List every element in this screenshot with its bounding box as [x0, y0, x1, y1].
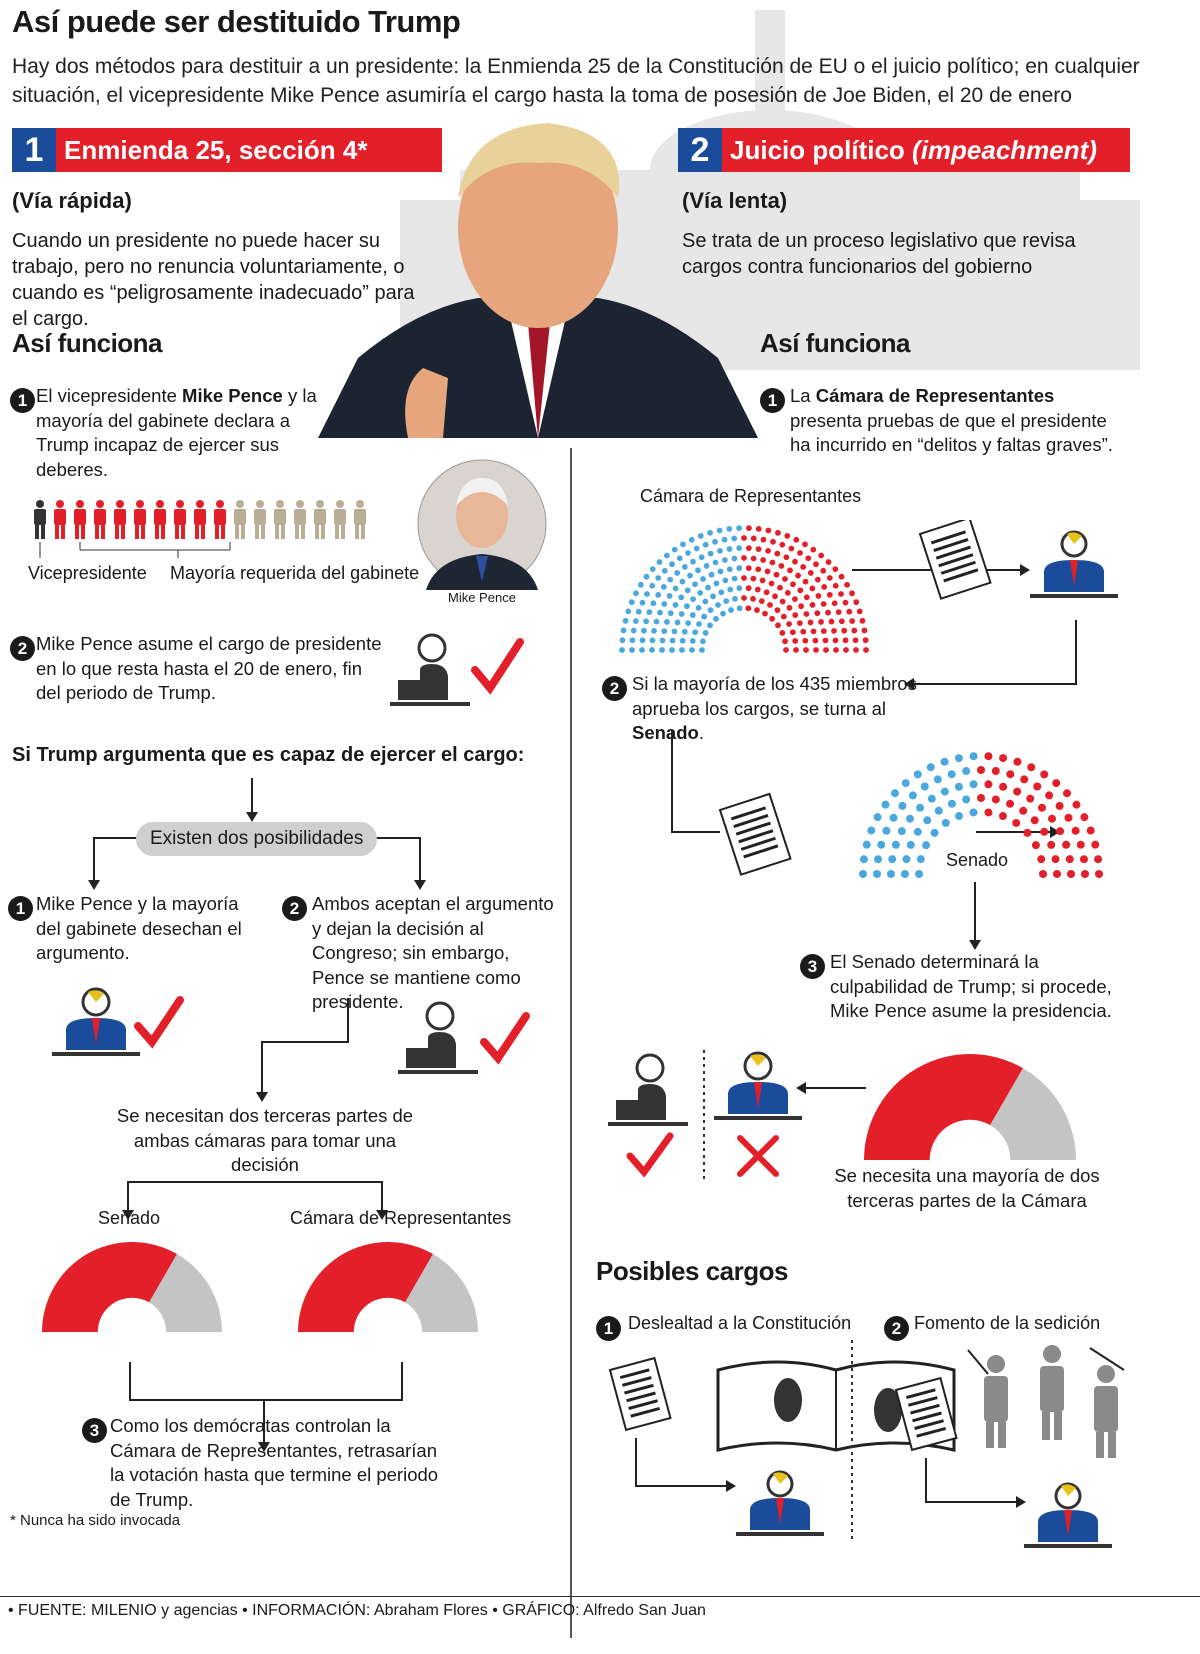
- label-camara-right: Cámara de Representantes: [640, 486, 862, 506]
- seat-dot: [1019, 807, 1027, 815]
- option-badge-1: 1: [8, 896, 33, 921]
- gauge-two-thirds-segment: [42, 1242, 177, 1332]
- right-two-thirds-note: Se necesita una mayoría de dos terceras partes de la Cámara: [834, 1165, 1100, 1211]
- seat-dot: [1020, 775, 1028, 783]
- right-step-2: Si la mayoría de los 435 miembros aprueba los cargos, se turna al Senado.: [632, 673, 917, 743]
- cabinet-figure: [194, 500, 206, 539]
- seat-dot: [984, 752, 992, 760]
- seat-dot: [1038, 804, 1046, 812]
- charge-badge-1: 1: [596, 1316, 621, 1341]
- two-thirds-note: Se necesitan dos terceras partes de ambas cámaras para tomar una decisión: [116, 1105, 414, 1175]
- seat-dot: [970, 808, 978, 816]
- right-subtitle: (Vía lenta): [682, 188, 788, 213]
- seat-dot: [1012, 819, 1020, 827]
- if-trump-heading: Si Trump argumenta que es capaz de ejercer el cargo:: [12, 744, 525, 766]
- seat-dot: [970, 752, 978, 760]
- seat-dot: [1013, 788, 1021, 796]
- seat-dot: [1072, 801, 1080, 809]
- cabinet-figure: [34, 500, 46, 539]
- option-2-text: Ambos aceptan el argumento y dejan la decisión al Congreso; sin embargo, Pence se mantiene como presidente.: [312, 893, 554, 1012]
- seat-dot: [984, 808, 992, 816]
- seat-dot: [962, 795, 970, 803]
- seat-dot: [1037, 855, 1045, 863]
- seat-dot: [914, 828, 922, 836]
- seat-dot: [1062, 841, 1070, 849]
- seat-dot: [1039, 870, 1047, 878]
- left-step-2: Mike Pence asume el cargo de presidente en lo que resta hasta el 20 de enero, fin del periodo de Trump.: [36, 633, 382, 703]
- seat-dot: [955, 783, 963, 791]
- seat-dot: [977, 794, 985, 802]
- seat-dot: [999, 812, 1007, 820]
- seat-dot: [890, 814, 898, 822]
- column-divider: [570, 448, 572, 1638]
- seat-dot: [1091, 841, 1099, 849]
- left-step-3: Como los demócratas controlan la Cámara de Representantes, retrasarían la votación hasta que termine el periodo de Trump.: [110, 1415, 439, 1510]
- seat-dot: [1053, 870, 1061, 878]
- right-description: Se trata de un proceso legislativo que revisa cargos contra funcionarios del gobierno: [682, 230, 1076, 278]
- seat-dot: [977, 766, 985, 774]
- seat-dot: [934, 775, 942, 783]
- seat-dot: [970, 780, 978, 788]
- intro-text: Hay dos métodos para destituir a un presidente: la Enmienda 25 de la Constitución de EU o el juicio político; en cualquier situación, el vicepresidente Mike Pence asumiría el cargo hasta la toma de posesión de Joe Biden, el 20 de enero: [12, 55, 1140, 107]
- seat-dot: [1067, 870, 1075, 878]
- seat-dot: [892, 841, 900, 849]
- seat-dot: [955, 812, 963, 820]
- right-step-badge-3: 3: [800, 954, 825, 979]
- charges-heading: Posibles cargos: [596, 1256, 788, 1286]
- seat-dot: [941, 758, 949, 766]
- seat-dot: [860, 855, 868, 863]
- seat-dot: [916, 804, 924, 812]
- label-senado-left: Senado: [98, 1208, 161, 1228]
- option-badge-2: 2: [282, 896, 307, 921]
- seat-dot: [891, 789, 899, 797]
- seat-dot: [873, 870, 881, 878]
- president-icon-right: [1030, 530, 1120, 610]
- section-2-number: 2: [678, 128, 722, 172]
- seat-dot: [1026, 795, 1034, 803]
- seat-dot: [1052, 779, 1060, 787]
- step-badge-1: 1: [10, 388, 35, 413]
- seat-dot: [1087, 827, 1095, 835]
- right-step-badge-1: 1: [760, 388, 785, 413]
- seat-dot: [1056, 802, 1064, 810]
- seat-dot: [914, 770, 922, 778]
- gauge-two-thirds-segment: [864, 1054, 1023, 1160]
- seat-dot: [948, 800, 956, 808]
- seat-dot: [906, 815, 914, 823]
- seat-dot: [859, 870, 867, 878]
- seat-dot: [898, 827, 906, 835]
- left-description: Cuando un presidente no puede hacer su trabajo, pero no renuncia voluntariamente, o cuando es “peligrosamente inadecuado” para el cargo.: [12, 230, 415, 330]
- section-1-number: 1: [12, 128, 56, 172]
- possibilities-pill: Existen dos posibilidades: [136, 822, 377, 856]
- seat-dot: [935, 807, 943, 815]
- charges-illustration: [596, 1340, 1136, 1550]
- seat-dot: [1045, 791, 1053, 799]
- seat-dot: [1072, 827, 1080, 835]
- step-badge-3: 3: [82, 1418, 107, 1443]
- seat-dot: [1052, 855, 1060, 863]
- section-1-title: Enmienda 25, sección 4*: [64, 134, 368, 165]
- seat-dot: [888, 855, 896, 863]
- cabinet-figure: [214, 500, 226, 539]
- right-two-thirds-gauge: [862, 1052, 1078, 1160]
- seat-dot: [902, 779, 910, 787]
- cabinet-figure: [94, 500, 106, 539]
- seated-official-check-icon: [390, 630, 530, 710]
- cabinet-figure: [54, 500, 66, 539]
- seat-dot: [1032, 841, 1040, 849]
- seat-dot: [962, 767, 970, 775]
- seat-dot: [942, 819, 950, 827]
- seat-dot: [882, 801, 890, 809]
- seat-dot: [1013, 758, 1021, 766]
- cabinet-figure: [174, 500, 186, 539]
- right-step-badge-2: 2: [602, 676, 627, 701]
- cabinet-figure: [334, 500, 346, 539]
- seat-dot: [909, 791, 917, 799]
- seat-dot: [907, 841, 915, 849]
- senate-down-arrow: [960, 882, 990, 952]
- seat-dot: [948, 770, 956, 778]
- seat-dot: [1040, 770, 1048, 778]
- seat-dot: [1047, 841, 1055, 849]
- cabinet-figure: [354, 500, 366, 539]
- cabinet-figure: [154, 500, 166, 539]
- cabinet-figure: [134, 500, 146, 539]
- seat-dot: [992, 767, 1000, 775]
- seat-dot: [915, 870, 923, 878]
- label-mayoria: Mayoría requerida del gabinete: [170, 563, 420, 583]
- cabinet-figure: [74, 500, 86, 539]
- option-1-text: Mike Pence y la mayoría del gabinete desechan el argumento.: [36, 893, 242, 963]
- left-how-heading: Así funciona: [12, 328, 163, 358]
- section-2-title-italic: (impeachment): [912, 134, 1097, 165]
- cabinet-figure: [294, 500, 306, 539]
- seat-dot: [999, 783, 1007, 791]
- seat-dot: [999, 754, 1007, 762]
- cabinet-figure: [234, 500, 246, 539]
- seat-dot: [941, 788, 949, 796]
- seat-dot: [1077, 841, 1085, 849]
- seat-dot: [874, 855, 882, 863]
- seat-dot: [923, 816, 931, 824]
- footer-rule: [0, 1596, 1200, 1597]
- senado-two-thirds-gauge: [40, 1236, 224, 1332]
- seat-dot: [992, 795, 1000, 803]
- seat-dot: [1033, 783, 1041, 791]
- seat-dot: [1040, 828, 1048, 836]
- left-step-1: El vicepresidente Mike Pence y la mayoría del gabinete declara a Trump incapaz de ejercer sus deberes.: [36, 385, 317, 480]
- seat-dot: [1056, 827, 1064, 835]
- seat-dot: [1064, 814, 1072, 822]
- seat-dot: [901, 870, 909, 878]
- charge-badge-2: 2: [884, 1316, 909, 1341]
- seated-official-check-icon-2: [398, 998, 538, 1078]
- seat-dot: [1027, 763, 1035, 771]
- right-how-heading: Así funciona: [760, 328, 911, 358]
- seat-dot: [1095, 870, 1103, 878]
- seat-dot: [927, 763, 935, 771]
- seat-dot: [1063, 789, 1071, 797]
- seat-dot: [882, 827, 890, 835]
- seat-dot: [1066, 855, 1074, 863]
- charge-2-text: Fomento de la sedición: [914, 1313, 1101, 1333]
- seat-dot: [922, 841, 930, 849]
- seat-dot: [928, 795, 936, 803]
- seat-dot: [1006, 770, 1014, 778]
- seat-dot: [863, 841, 871, 849]
- seat-dot: [898, 802, 906, 810]
- president-check-icon: [52, 986, 192, 1066]
- gauge-two-thirds-segment: [298, 1242, 433, 1332]
- seat-dot: [984, 780, 992, 788]
- step-badge-2: 2: [10, 636, 35, 661]
- seat-dot: [1023, 829, 1031, 837]
- right-step-3: El Senado determinará la culpabilidad de Trump; si procede, Mike Pence asume la presidencia.: [830, 951, 1112, 1021]
- footnote: * Nunca ha sido invocada: [10, 1512, 181, 1529]
- label-senado-right: Senado: [946, 850, 1009, 870]
- seat-dot: [1006, 800, 1014, 808]
- label-vicepresidente: Vicepresidente: [28, 563, 147, 583]
- seat-dot: [1081, 870, 1089, 878]
- cabinet-figure: [114, 500, 126, 539]
- page-title: Así puede ser destituido Trump: [12, 4, 461, 39]
- section-2-title-plain: Juicio político: [730, 134, 905, 165]
- seat-dot: [877, 841, 885, 849]
- footer-credits: • FUENTE: MILENIO y agencias • INFORMACIÓN: Abraham Flores • GRÁFICO: Alfredo San Juan: [8, 1602, 706, 1619]
- cabinet-figure: [254, 500, 266, 539]
- right-step-1: La Cámara de Representantes presenta pruebas de que el presidente ha incurrido en “delitos y faltas graves”.: [790, 385, 1113, 455]
- seat-dot: [1048, 815, 1056, 823]
- left-subtitle: (Vía rápida): [12, 188, 132, 213]
- cabinet-figure: [274, 500, 286, 539]
- camara-two-thirds-gauge: [296, 1236, 480, 1332]
- seat-dot: [917, 855, 925, 863]
- seat-dot: [874, 813, 882, 821]
- seat-dot: [1080, 855, 1088, 863]
- cabinet-figure: [314, 500, 326, 539]
- seat-dot: [955, 754, 963, 762]
- pence-caption: Mike Pence: [448, 590, 516, 605]
- label-camara-left: Cámara de Representantes: [290, 1208, 512, 1228]
- pence-photo: [416, 458, 548, 590]
- seat-dot: [887, 870, 895, 878]
- seat-dot: [921, 783, 929, 791]
- charge-1-text: Deslealtad a la Constitución: [628, 1313, 852, 1333]
- seat-dot: [931, 829, 939, 837]
- cabinet-figures: [30, 500, 390, 560]
- seat-dot: [867, 827, 875, 835]
- seat-dot: [1031, 816, 1039, 824]
- seat-dot: [1094, 855, 1102, 863]
- seat-dot: [1080, 813, 1088, 821]
- seat-dot: [902, 855, 910, 863]
